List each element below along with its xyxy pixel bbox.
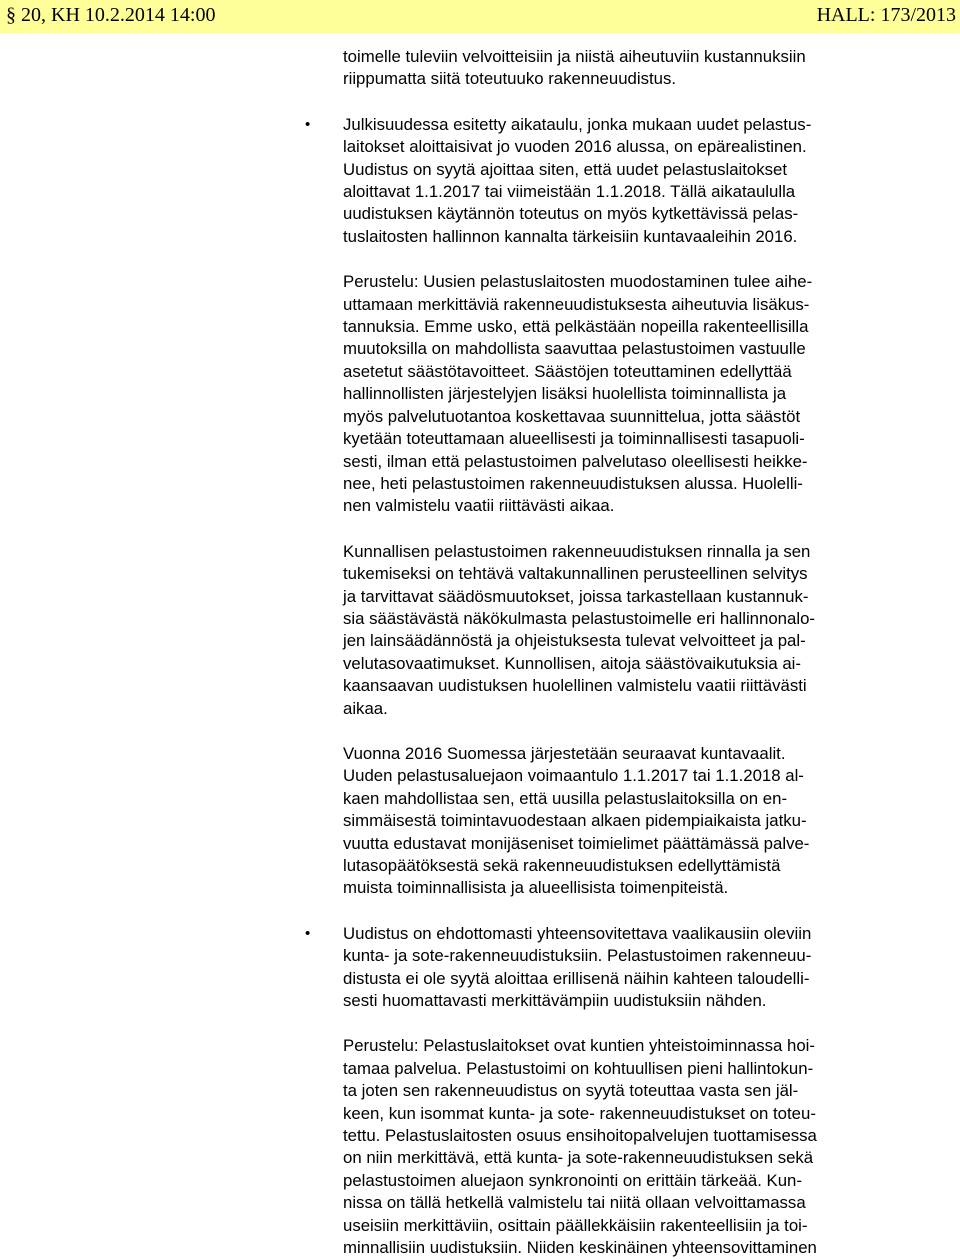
bullet-paragraph-1 xyxy=(305,114,903,248)
text-line: ja tarvittavat säädösmuutokset, joissa tarkastellaan kustannuk- xyxy=(343,586,809,606)
text-line: Uudistus on syytä ajoittaa siten, että uudet pelastuslaitokset xyxy=(343,159,788,179)
text-line: myös palvelutuotantoa koskettavaa suunnittelua, jotta säästöt xyxy=(343,406,801,426)
text-line: laitokset aloittaisivat jo vuoden 2016 alussa, on epärealistinen. xyxy=(343,137,807,157)
text-line: sesti huomattavasti merkittävämpiin uudistuksiin nähden. xyxy=(343,991,767,1011)
bullet-icon: • xyxy=(305,924,311,942)
text-line: Uudistus on ehdottomasti yhteensovitettava vaalikausiin oleviin xyxy=(343,923,812,943)
text-line: simmäisestä toimintavuodestaan alkaen pidempiaikaista jatku- xyxy=(343,811,807,831)
text-line: kaansaavan uudistuksen huolellinen valmistelu vaatii riittävästi xyxy=(343,676,807,696)
text-line: Perustelu: Pelastuslaitokset ovat kuntien yhteistoiminnassa hoi- xyxy=(343,1036,815,1056)
text-line: tuslaitosten hallinnon kannalta tärkeisiin kuntavaaleihin 2016. xyxy=(343,226,798,246)
text-line: hallinnollisten järjestelyjen lisäksi huolellista toiminnallista ja xyxy=(343,384,787,404)
text-line: ta joten sen rakenneuudistus on syytä toteuttaa vasta sen jäl- xyxy=(343,1081,799,1101)
text-line: sesti, ilman että pelastustoimen palvelutaso oleellisesti heikke- xyxy=(343,451,808,471)
text-line: minnallisiin uudistuksiin. Niiden keskinäinen yhteensovittaminen xyxy=(343,1238,817,1258)
text-line: tannuksia. Emme usko, että pelkästään nopeilla rakenteellisilla xyxy=(343,317,809,337)
text-line: tukemiseksi on tehtävä valtakunnallinen perusteellinen selvitys xyxy=(343,564,808,584)
text-line: nen valmistelu vaatii riittävästi aikaa. xyxy=(343,496,615,516)
bullet-paragraph-2 xyxy=(305,923,903,1013)
text-line: jen lainsäädännöstä ja ohjeistuksesta tulevat velvoitteet ja pal- xyxy=(343,631,806,651)
paragraph-5 xyxy=(343,743,903,900)
text-line: vuutta edustavat monijäseniset toimielimet päättämässä palve- xyxy=(343,833,810,853)
text-line: uttamaan merkittäviä rakenneuudistuksesta aiheutuvia lisäkus- xyxy=(343,294,810,314)
text-line: kunta- ja sote-rakenneuudistuksiin. Pelastustoimen rakenneuu- xyxy=(343,946,812,966)
text-line: lutasopäätöksestä sekä rakenneuudistuksen edellyttämistä xyxy=(343,856,781,875)
text-line: Perustelu: Uusien pelastuslaitosten muodostaminen tulee aihe- xyxy=(343,272,813,292)
text-line: on niin merkittävä, että kunta- ja sote-rakenneuudistuksen sekä xyxy=(343,1148,814,1168)
text-line: riippumatta siitä toteutuuko rakenneuudistus. xyxy=(343,69,677,89)
text-line: distusta ei ole syytä aloittaa erillisenä näihin kahteen taloudelli- xyxy=(343,968,810,988)
text-line: aloittavat 1.1.2017 tai viimeistään 1.1.2018. Tällä aikataululla xyxy=(343,182,796,202)
paragraph-4 xyxy=(343,541,903,720)
document-number: HALL: 173/2013 xyxy=(816,4,956,26)
text-line: Kunnallisen pelastustoimen rakenneuudistuksen rinnalla ja sen xyxy=(343,541,811,561)
text-line: aikaa. xyxy=(343,698,388,718)
text-line: muista toiminnallisista ja alueellisista toimenpiteistä. xyxy=(343,878,729,898)
text-line: Uuden pelastusaluejaon voimaantulo 1.1.2017 tai 1.1.2018 al- xyxy=(343,766,804,786)
paragraph-1 xyxy=(343,46,903,91)
text-line: toimelle tuleviin velvoitteisiin ja niistä aiheutuviin kustannuksiin xyxy=(343,47,806,66)
text-line: asetetut säästötavoitteet. Säästöjen toteuttaminen edellyttää xyxy=(343,361,792,381)
paragraph-3 xyxy=(343,271,903,517)
text-line: keen, kun isommat kunta- ja sote- rakenneuudistukset on toteu- xyxy=(343,1103,816,1123)
text-line: velutasovaatimukset. Kunnollisen, aitoja säästövaikutuksia ai- xyxy=(343,653,802,673)
text-line: muutoksilla on mahdollista saavuttaa pelastustoimen vastuulle xyxy=(343,339,806,359)
text-line: nee, heti pelastustoimen rakenneuudistuksen alussa. Huolelli- xyxy=(343,473,803,493)
text-line: useisiin merkittäviin, osittain päällekkäisiin rakenteellisiin ja toi- xyxy=(343,1215,808,1235)
text-line: Vuonna 2016 Suomessa järjestetään seuraavat kuntavaalit. xyxy=(343,743,786,763)
text-line: tettu. Pelastuslaitosten osuus ensihoitopalvelujen tuottamisessa xyxy=(343,1126,817,1146)
text-line: nissa on tällä hetkellä valmistelu tai niitä ollaan velvoittamassa xyxy=(343,1193,806,1213)
text-line: tamaa palvelua. Pelastustoimi on kohtuullisen pieni hallintokun- xyxy=(343,1058,814,1078)
text-line: sia säästävästä näkökulmasta pelastustoimelle eri hallinnonalo- xyxy=(343,608,815,628)
text-line: kaen mahdollistaa sen, että uusilla pelastuslaitoksilla on en- xyxy=(343,788,788,808)
document-body xyxy=(305,46,903,1260)
text-line: pelastustoimen aluejaon synkronointi on erittäin tärkeää. Kun- xyxy=(343,1170,802,1190)
text-line: Julkisuudessa esitetty aikataulu, jonka mukaan uudet pelastus- xyxy=(343,114,812,134)
bullet-icon: • xyxy=(305,115,311,133)
document-header xyxy=(0,0,960,33)
text-line: uudistuksen käytännön toteutus on myös kytkettävissä pelas- xyxy=(343,204,799,224)
text-line: kyetään toteuttamaan alueellisesti ja toiminnallisesti tasapuoli- xyxy=(343,429,805,449)
paragraph-7 xyxy=(343,1035,903,1259)
section-reference: § 20, KH 10.2.2014 14:00 xyxy=(6,4,216,26)
